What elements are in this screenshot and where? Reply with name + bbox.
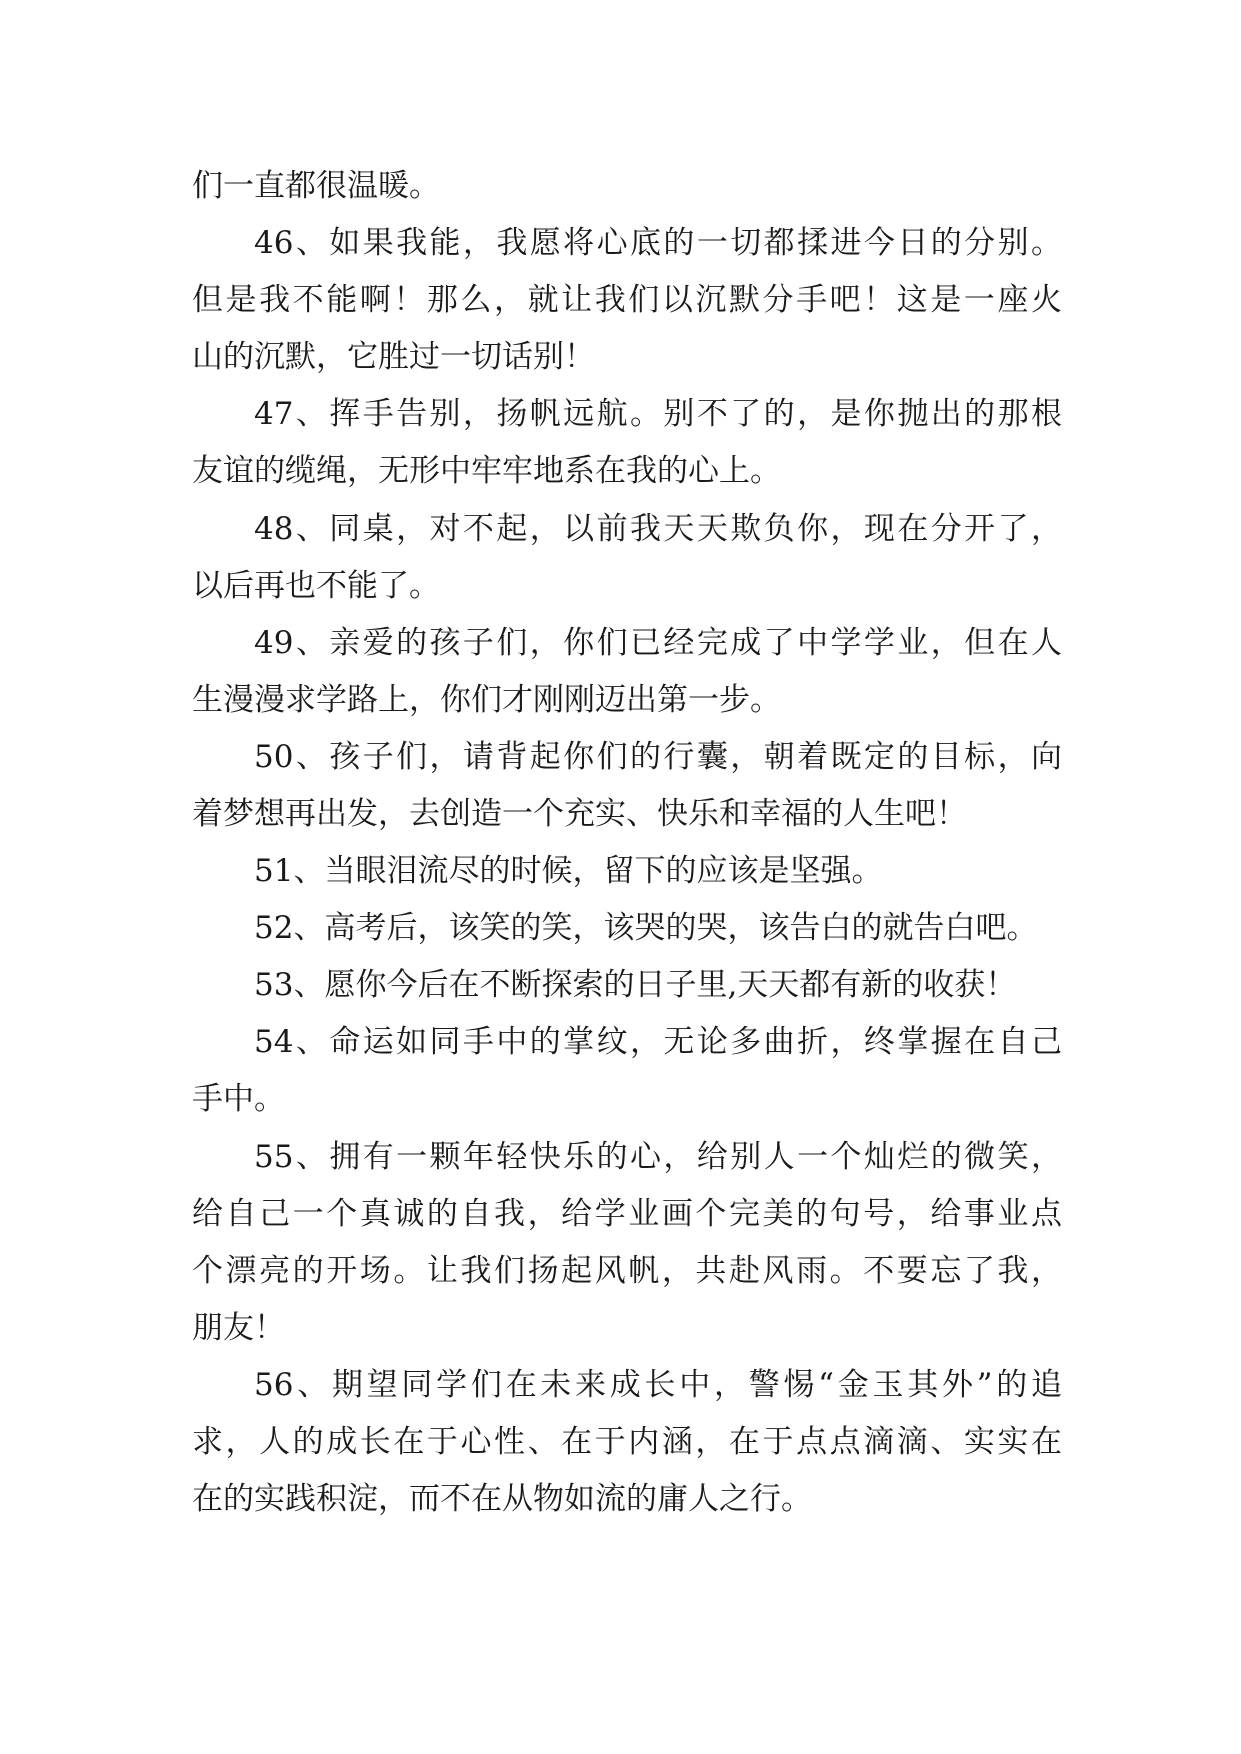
- text-line: 给自己一个真诚的自我，给学业画个完美的句号，给事业点: [192, 1196, 1062, 1232]
- text-line: 46、如果我能，我愿将心底的一切都揉进今日的分别。: [254, 225, 1062, 261]
- text-line: 49、亲爱的孩子们，你们已经完成了中学学业，但在人: [254, 625, 1062, 661]
- text-line: 求，人的成长在于心性、在于内涵，在于点点滴滴、实实在: [192, 1424, 1062, 1460]
- text-line: 47、挥手告别，扬帆远航。别不了的，是你抛出的那根: [254, 396, 1062, 432]
- text-line: 54、命运如同手中的掌纹，无论多曲折，终掌握在自己: [254, 1024, 1062, 1060]
- text-line: 手中。: [192, 1081, 285, 1117]
- text-line: 52、高考后，该笑的笑，该哭的哭，该告白的就告白吧。: [254, 910, 1038, 946]
- text-line: 55、拥有一颗年轻快乐的心，给别人一个灿烂的微笑，: [254, 1139, 1062, 1175]
- text-line: 53、愿你今后在不断探索的日子里,天天都有新的收获！: [254, 967, 1017, 1003]
- text-line: 以后再也不能了。: [192, 568, 440, 604]
- text-line: 生漫漫求学路上，你们才刚刚迈出第一步。: [192, 682, 781, 718]
- text-line: 51、当眼泪流尽的时候，留下的应该是坚强。: [254, 853, 883, 889]
- text-line: 50、孩子们，请背起你们的行囊，朝着既定的目标，向: [254, 739, 1062, 775]
- text-line: 48、同桌，对不起，以前我天天欺负你，现在分开了，: [254, 511, 1062, 547]
- text-line: 但是我不能啊！那么，就让我们以沉默分手吧！这是一座火: [192, 282, 1062, 318]
- text-line: 着梦想再出发，去创造一个充实、快乐和幸福的人生吧！: [192, 796, 967, 832]
- text-line: 朋友！: [192, 1310, 285, 1346]
- text-line: 在的实践积淀，而不在从物如流的庸人之行。: [192, 1481, 812, 1517]
- text-line: 山的沉默，它胜过一切话别！: [192, 339, 595, 375]
- text-line: 友谊的缆绳，无形中牢牢地系在我的心上。: [192, 453, 781, 489]
- text-line: 们一直都很温暖。: [192, 168, 440, 204]
- text-line: 个漂亮的开场。让我们扬起风帆，共赴风雨。不要忘了我，: [192, 1253, 1062, 1289]
- text-line: 56、期望同学们在未来成长中，警惕“金玉其外”的追: [254, 1367, 1062, 1403]
